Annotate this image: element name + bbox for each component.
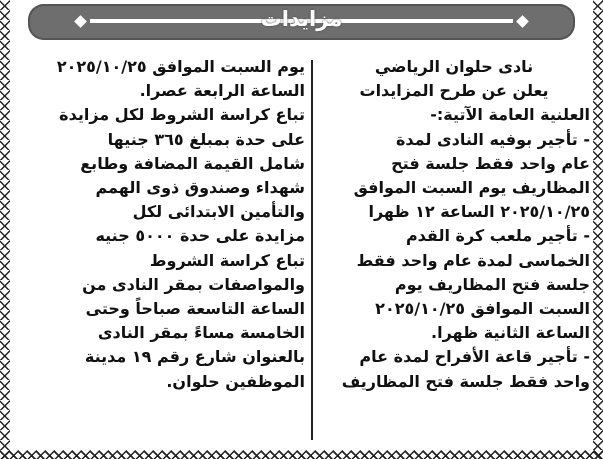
text-line: العلنية العامة الآتية:- bbox=[430, 105, 590, 125]
text-line: والمواصفات بمقر النادى من bbox=[82, 274, 305, 294]
text-line: تباع كراسة الشروط لكل مزايدة bbox=[59, 105, 305, 125]
text-line: السبت الموافق ٢٠٢٥/١٠/٢٥ bbox=[375, 299, 590, 319]
text-line: شهداء وصندوق ذوى الهمم bbox=[95, 178, 305, 198]
announcement-column-left bbox=[22, 55, 305, 394]
text-line: المظاريف يوم السبت الموافق bbox=[353, 178, 590, 198]
text-line: - تأجير ملعب كرة القدم bbox=[405, 226, 590, 246]
decorative-border-right bbox=[593, 0, 603, 459]
announcement-column-right bbox=[318, 55, 590, 394]
text-line: - تأجير قاعة الأفراح لمدة عام bbox=[359, 347, 590, 367]
text-line: الساعة الرابعة عصرا. bbox=[139, 81, 305, 101]
header-banner bbox=[28, 4, 575, 40]
text-line: بالعنوان شارع رقم ١٩ مدينة bbox=[84, 347, 305, 367]
text-line: عام واحد فقط جلسة فتح bbox=[391, 153, 590, 173]
banner-title: مزايدات bbox=[260, 7, 343, 31]
text-line: جلسة فتح المظاريف يوم bbox=[394, 274, 590, 294]
text-line: يوم السبت الموافق ٢٠٢٥/١٠/٢٥ bbox=[56, 57, 305, 76]
text-line: ٢٠٢٥/١٠/٢٥ الساعة ١٢ ظهرا bbox=[368, 202, 590, 222]
decorative-border-bottom bbox=[0, 450, 603, 459]
text-line: على حدة بمبلغ ٣٦٥ جنيها bbox=[107, 129, 305, 149]
text-line: الساعة التاسعة صباحاً وحتى bbox=[85, 299, 305, 319]
text-line: الخماسى لمدة عام واحد فقط bbox=[356, 250, 590, 270]
club-name: نادى حلوان الرياضي bbox=[374, 57, 534, 76]
text-line: الخامسة مساءً بمقر النادى bbox=[97, 323, 305, 343]
decorative-border-left bbox=[0, 0, 10, 459]
text-line: الموظفين حلوان. bbox=[166, 371, 305, 391]
text-line: مزايدة على حدة ٥٠٠٠ جنيه bbox=[95, 226, 305, 246]
announcement-heading: يعلن عن طرح المزايدات bbox=[359, 81, 549, 101]
text-line: الساعة الثانية ظهرا. bbox=[431, 323, 590, 343]
text-line: - تأجير بوفيه النادى لمدة bbox=[395, 129, 590, 149]
text-line: تباع كراسة الشروط bbox=[149, 250, 305, 270]
text-line: والتأمين الابتدائى لكل bbox=[132, 202, 305, 222]
column-divider bbox=[311, 60, 313, 440]
text-line: شامل القيمة المضافة وطابع bbox=[80, 153, 305, 173]
text-line: واحد فقط جلسة فتح المظاريف bbox=[341, 371, 590, 391]
